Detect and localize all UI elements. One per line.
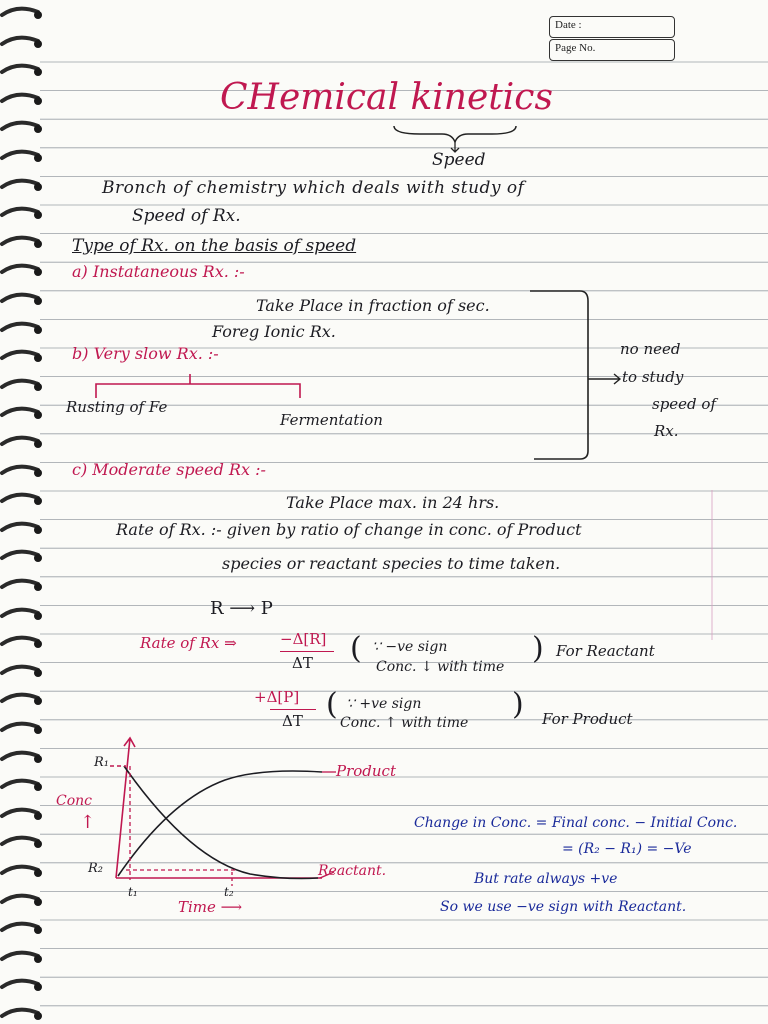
- type-b-example-2: Fermentation: [280, 411, 383, 429]
- side-note-1: no need: [620, 340, 681, 358]
- date-label: Date :: [555, 19, 582, 31]
- type-b-label: b) Very slow Rx. :-: [72, 344, 219, 363]
- product-curve-label: Product: [336, 762, 396, 780]
- side-note-3: speed of: [652, 395, 717, 413]
- intro-line-2: Speed of Rx.: [132, 206, 241, 226]
- type-a-desc: Take Place in fraction of sec.: [256, 296, 490, 315]
- product-note-1: ∵ +ve sign: [346, 696, 422, 712]
- close-paren-1: ): [532, 631, 544, 666]
- change-line-4: So we use −ve sign with Reactant.: [440, 899, 687, 915]
- y-axis-label: Conc: [56, 793, 92, 809]
- title-note: Speed: [432, 150, 486, 170]
- types-heading: Type of Rx. on the basis of speed: [72, 236, 357, 256]
- type-c-desc: Take Place max. in 24 hrs.: [286, 493, 500, 512]
- y-axis-up-arrow: ↑: [80, 812, 96, 833]
- product-note-2: Conc. ↑ with time: [340, 715, 469, 731]
- change-line-2: = (R₂ − R₁) = −Ve: [562, 841, 692, 857]
- type-b-example-1: Rusting of Fe: [66, 398, 168, 416]
- product-rate-denominator: ΔT: [282, 712, 303, 730]
- page-title: CHemical kinetics: [220, 77, 553, 118]
- type-c-label: c) Moderate speed Rx :-: [72, 460, 266, 479]
- reaction-equation: R ⟶ P: [210, 598, 273, 619]
- reactant-rate-denominator: ΔT: [292, 654, 313, 672]
- close-paren-2: ): [512, 687, 524, 722]
- reactant-curve: [124, 766, 318, 879]
- t1-label: t₁: [128, 885, 138, 899]
- rate-def-line-1: Rate of Rx. :- given by ratio of change in conc. of Product: [116, 520, 582, 539]
- side-note-4: Rx.: [654, 422, 679, 440]
- y-axis: [116, 738, 130, 878]
- type-a-example: Foreg Ionic Rx.: [212, 322, 336, 341]
- r1-label: R₁: [94, 755, 109, 770]
- t2-label: t₂: [224, 885, 234, 899]
- product-rate-numerator: +Δ[P]: [254, 688, 300, 706]
- r2-label: R₂: [88, 861, 103, 876]
- for-product-label: For Product: [542, 710, 633, 728]
- for-reactant-label: For Reactant: [556, 642, 655, 660]
- side-note-2: to study: [622, 368, 684, 386]
- page-no-label: Page No.: [555, 42, 596, 54]
- product-curve: [118, 771, 322, 876]
- intro-line-1: Bronch of chemistry which deals with study of: [102, 178, 525, 198]
- type-a-label: a) Instataneous Rx. :-: [72, 262, 245, 281]
- reactant-note-1: ∵ −ve sign: [372, 639, 448, 655]
- open-paren-2: (: [326, 687, 338, 722]
- change-line-1: Change in Conc. = Final conc. − Initial Conc.: [414, 815, 738, 831]
- reactant-rate-numerator: −Δ[R]: [280, 630, 327, 648]
- reactant-note-2: Conc. ↓ with time: [376, 659, 505, 675]
- rate-label: Rate of Rx ⇒: [140, 634, 237, 652]
- open-paren-1: (: [350, 631, 362, 666]
- reactant-curve-label: Reactant.: [318, 863, 387, 879]
- rate-def-line-2: species or reactant species to time taken.: [222, 554, 561, 573]
- change-line-3: But rate always +ve: [474, 871, 618, 887]
- x-axis-label: Time ⟶: [178, 898, 243, 916]
